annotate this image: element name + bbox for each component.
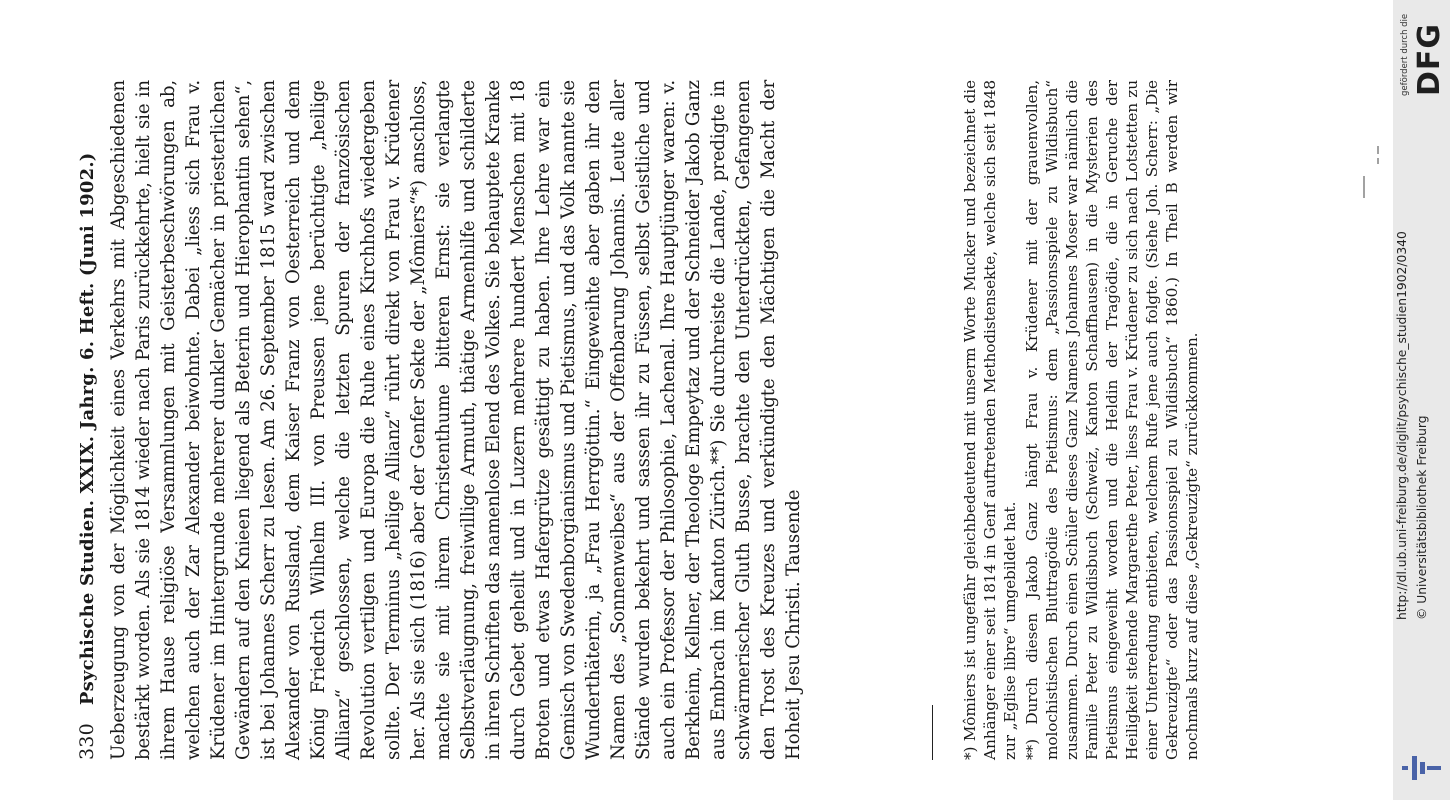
dfg-logo <box>1398 4 1446 96</box>
footnote-separator <box>932 705 933 760</box>
scan-marks <box>1360 140 1390 200</box>
running-title: Psychische Studien. XXIX. Jahrg. 6. Heft. (Juni 1902.) <box>77 152 98 706</box>
footnote-1: *) Mômiers ist ungefähr gleichbedeutend mit unserm Worte Mucker und bezeichnet die Anhänger einer seit 1814 in Genf auftretenden Methodistensekte, welche sich seit 1848 zur „Eglise libre“ umgebildet hat. <box>961 80 1019 760</box>
body-paragraph: Ueberzeugung von der Möglichkeit eines Verkehrs mit Abgeschiedenen bestärkt worden. Als sie 1814 wieder nach Paris zurückkehrte, hielt sie in ihrem Hause religiöse Versammlungen mit Geisterbeschwörungen ab, welchen auch der Zar Alexander beiwohnte. Dabei „liess sich Frau v. Krüdener im Hintergrunde mehrerer dunkler Gemächer in priesterlichen Gewändern auf den Knieen liegend als Beterin und Hierophantin sehen“, ist bei Johannes Scherr zu lesen. Am 26. September 1815 ward zwischen Alexander von Russland, dem Kaiser Franz von Oesterreich und dem König Friedrich Wilhelm III. von Preussen jene berüchtigte „heilige Allianz“ geschlossen, welche die letzten Spuren der französischen Revolution vertilgen und Europa die Ruhe eines Kirchhofs wiedergeben sollte. Der Terminus „heilige Allianz“ rührt direkt von Frau v. Krüdener her. Als sie sich (1816) aber der Genfer Sekte der „Mômiers“*) anschloss, machte sie mit ihrem Christenthume bitteren Ernst: sie verlangte Selbstverläugnung, freiwillige Armuth, thätige Armenhilfe und schilderte in ihren Schriften das namenlose Elend des Volkes. Sie behauptete Kranke durch Gebet geheilt und in Luzern mehrere hundert Menschen mit 18 Broten und etwas Hafergrütze gesättigt zu haben. Ihre Lehre war ein Gemisch von Swedenborgianismus und Pietismus, und das Volk nannte sie Wunderthäterin, ja „Frau Herrgöttin.“ Eingeweihte aber gaben ihr den Namen des „Sonnenweibes“ aus der Offenbarung Johannis. Leute aller Stände wurden bekehrt und sassen ihr zu Füssen, selbst Geistliche und auch ein Professor der Philosophie, Lachenal. Ihre Hauptjünger waren: v. Berkheim, Kellner, der Theologe Empeytaz und der Schneider Jakob Ganz aus Embrach im Kanton Zürich.**) Sie durchreiste die Lande, predigte in schwärmerischer Gluth Busse, brachte den Unterdrückten, Gefangenen den Trost des Kreuzes und verkündigte den Mächtigen die Macht der Hoheit Jesu Christi. Tausende <box>108 80 804 760</box>
dfg-wordmark: DFG <box>1412 22 1447 96</box>
body-text <box>106 80 806 760</box>
source-url[interactable]: http://dl.ub.uni-freiburg.de/diglit/psychische_studien1902/0340 <box>1395 231 1409 620</box>
footnotes <box>960 80 1202 760</box>
sidebar-text <box>1395 231 1447 630</box>
running-header <box>70 80 98 760</box>
footnote-2: **) Durch diesen Jakob Ganz hängt Frau v. Krüdener mit der grauenvollen, molochistischen Bluttragödie des Pietismus: dem „Passionsspiele zu Wildisbuch“ zusammen. Durch einen Schüler dieses Ganz Namens Johannes Moser war nämlich die Familie Peter zu Wildisbuch (Schweiz, Kanton Schaffhausen) in die Mysterien des Pietismus eingeweiht worden und die Heldin der Tragödie, die in Geruche der Heiligkeit stehende Margarethe Peter, liess Frau v. Krüdener zu sich nach Lotstetten zu einer Unterredung entbieten, welchem Rufe jene auch folgte. (Siehe Joh. Scherr: „Die Gekreuzigte“ oder das Passionsspiel zu Wildisbuch“ 1860.) In Theil B werden wir nochmals kurz auf diese „Gekreuzigte“ zurückkommen. <box>1023 80 1201 760</box>
ub-freiburg-logo-icon <box>1400 742 1444 794</box>
scanned-page <box>20 60 1210 760</box>
funding-text: gefördert durch die <box>1400 13 1410 96</box>
copyright-notice: © Universitätsbibliothek Freiburg <box>1415 415 1429 620</box>
page-number: 330 <box>76 723 98 760</box>
